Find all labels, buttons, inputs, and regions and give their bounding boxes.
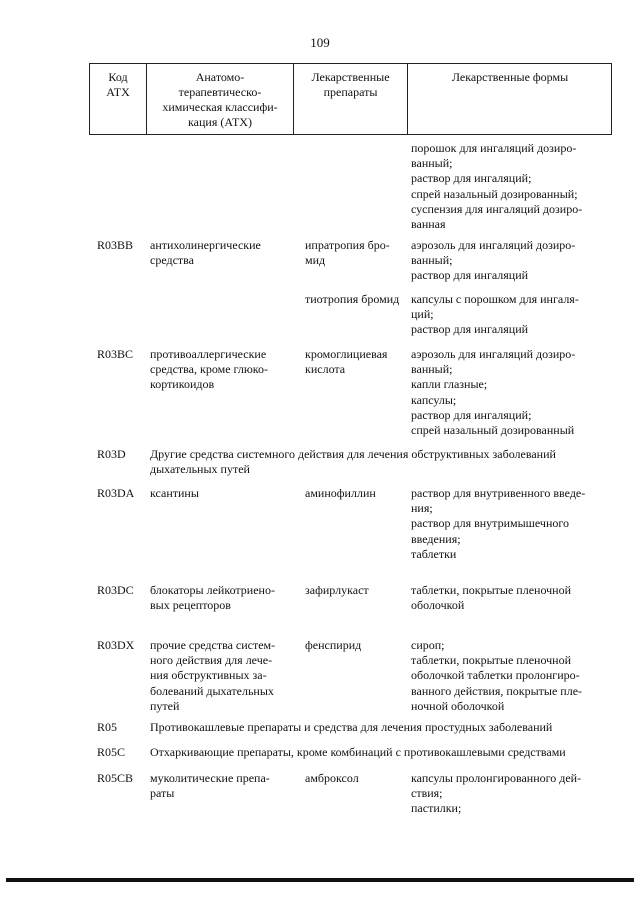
page-number: 109	[310, 35, 330, 50]
forms-cell: раствор для внутривенного введе- ния; раствор для внутримышечного введения; таблетки	[411, 486, 586, 561]
bottom-rule	[6, 878, 634, 882]
header-drugs: Лекарственные препараты	[311, 70, 390, 99]
classification-cell: ксантины	[150, 486, 199, 500]
classification-cell: антихолинергические средства	[150, 238, 261, 268]
group-heading: Другие средства системного действия для лечения обструктивных заболеваний дыхательных путей	[150, 447, 556, 477]
header-code: Код АТХ	[106, 70, 130, 99]
header-forms: Лекарственные формы	[451, 70, 569, 84]
atc-code: R03D	[97, 447, 126, 461]
forms-cell: аэрозоль для ингаляций дозиро- ванный; раствор для ингаляций	[411, 238, 576, 283]
forms-cell: сироп; таблетки, покрытые пленочной оболочкой таблетки пролонгиро- ванного действия, покрытые пле- ночной оболочкой	[411, 638, 583, 713]
atc-code: R03BB	[97, 238, 134, 252]
atc-code: R05C	[97, 745, 126, 759]
forms-cell: аэрозоль для ингаляций дозиро- ванный; капли глазные; капсулы; раствор для ингаляций; спрей назальный дозированный	[411, 347, 576, 438]
group-heading: Противокашлевые препараты и средства для лечения простудных заболеваний	[150, 720, 553, 734]
forms-cell: таблетки, покрытые пленочной оболочкой	[411, 583, 572, 613]
atc-code: R03BC	[97, 347, 134, 361]
atc-code: R05	[97, 720, 118, 734]
atc-code: R03DX	[97, 638, 135, 652]
atc-code: R03DC	[97, 583, 134, 597]
atc-code: R03DA	[97, 486, 135, 500]
classification-cell: противоаллергические средства, кроме глюко- кортикоидов	[150, 347, 269, 392]
classification-cell: блокаторы лейкотриено- вых рецепторов	[150, 583, 275, 613]
drug-cell: аминофиллин	[305, 486, 376, 500]
drug-cell: фенспирид	[305, 638, 362, 652]
drug-cell: кромоглициевая кислота	[305, 347, 388, 377]
forms-cell: порошок для ингаляций дозиро- ванный; раствор для ингаляций; спрей назальный дозированный; суспензия для ингаляций дозиро- ванная	[411, 141, 583, 232]
classification-cell: муколитические препа- раты	[150, 771, 270, 801]
forms-cell: капсулы пролонгированного дей- ствия; пастилки;	[411, 771, 582, 816]
classification-cell: прочие средства систем- ного действия для лече- ния обструктивных за- болеваний дыхательных путей	[150, 638, 276, 713]
atc-code: R05CB	[97, 771, 134, 785]
drug-cell: ипратропия бро- мид	[305, 238, 390, 268]
header-classification: Анатомо- терапевтическо- химическая классифи- кация (АТХ)	[162, 70, 278, 129]
drug-cell: тиотропия бромид	[305, 292, 400, 306]
drug-cell: амброксол	[305, 771, 359, 785]
drug-cell: зафирлукаст	[305, 583, 369, 597]
forms-cell: капсулы с порошком для ингаля- ций; раствор для ингаляций	[411, 292, 579, 337]
group-heading: Отхаркивающие препараты, кроме комбинаций с противокашлевыми средствами	[150, 745, 566, 759]
